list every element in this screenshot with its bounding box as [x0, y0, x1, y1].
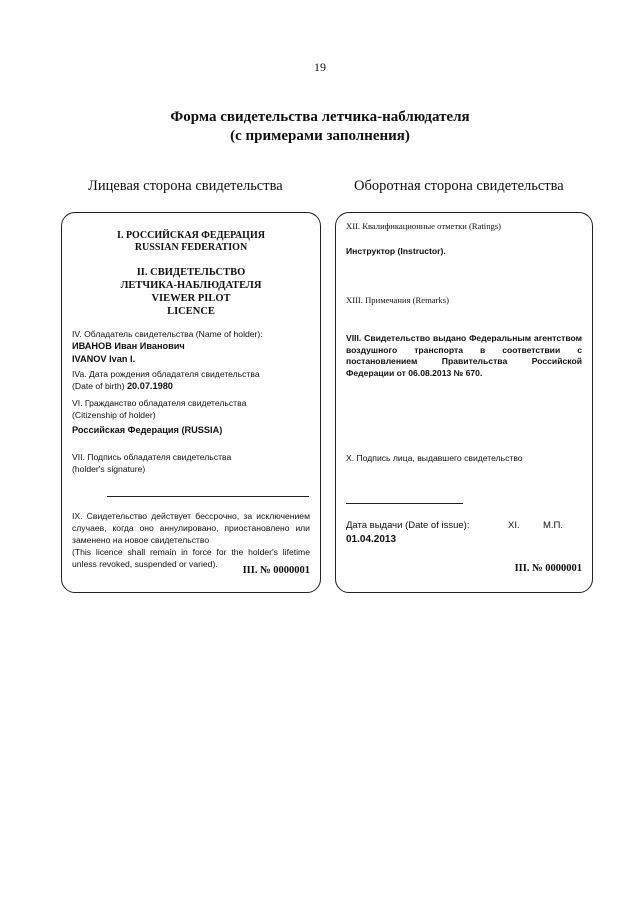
birth-label: IVa. Дата рождения обладателя свидетельства [72, 369, 260, 379]
back-side-label: Оборотная сторона свидетельства [354, 178, 564, 194]
birth-block [72, 368, 312, 392]
citizenship-value: Российская Федерация (RUSSIA) [72, 425, 223, 435]
citizenship-block [72, 397, 312, 437]
licence-back-card [335, 212, 593, 593]
page-number: 19 [314, 60, 326, 74]
birth-value: 20.07.1980 [126, 381, 173, 391]
citizenship-label: VI. Гражданство обладателя свидетельства [72, 398, 247, 408]
ratings-label: XII. Квалификационные отметки (Ratings) [346, 221, 501, 231]
issuer-signature-line [346, 503, 463, 504]
issued-text: VIII. Свидетельство выдано Федеральным агентством воздушного транспорта в соответствии с постановлением Правительства Российской Федерации от 06.08.2013 № 670. [346, 333, 582, 378]
holder-signature-label: VII. Подпись обладателя свидетельства [72, 452, 232, 462]
seal-label: М.П. [543, 520, 564, 531]
issuer-signature-label: X. Подпись лица, выдавшего свидетельство [346, 453, 523, 463]
holder-name-ru: ИВАНОВ Иван Иванович [72, 341, 185, 351]
holder-signature-block [72, 451, 312, 475]
holder-label: IV. Обладатель свидетельства (Name of holder): [72, 329, 263, 339]
remarks-label: XIII. Примечания (Remarks) [346, 295, 449, 305]
holder-signature-line [107, 496, 309, 497]
section-i [62, 230, 320, 254]
holder-signature-label-en: (holder's signature) [72, 464, 146, 474]
section-ii-line-1: II. СВИДЕТЕЛЬСТВО [136, 267, 246, 278]
section-i-ru: I. РОССИЙСКАЯ ФЕДЕРАЦИЯ [117, 230, 265, 241]
validity-block [72, 510, 310, 570]
back-licence-number: III. № 0000001 [514, 563, 582, 574]
section-ii-line-4: LICENCE [167, 306, 215, 317]
birth-label-en: (Date of birth) [72, 381, 125, 391]
front-licence-number: III. № 0000001 [242, 565, 310, 576]
title-line-1: Форма свидетельства летчика-наблюдателя [170, 109, 470, 125]
front-side-label: Лицевая сторона свидетельства [88, 178, 283, 194]
holder-block [72, 328, 312, 366]
section-ii-line-3: VIEWER PILOT [151, 293, 231, 304]
holder-name-en: IVANOV Ivan I. [72, 354, 136, 364]
validity-text-en: (This licence shall remain in force for the holder's lifetime unless revoked, suspended or varied). [72, 547, 310, 569]
licence-front-card [61, 212, 321, 593]
validity-text-ru: IX. Свидетельство действует бессрочно, за исключением случаев, когда оно аннулировано, приостановлено или заменено на новое свидетельство [72, 511, 310, 545]
page-title [0, 108, 640, 146]
title-line-2: (с примерами заполнения) [230, 128, 410, 144]
section-ii-line-2: ЛЕТЧИКА-НАБЛЮДАТЕЛЯ [120, 280, 262, 291]
ratings-value: Инструктор (Instructor). [346, 246, 446, 256]
section-ii [62, 266, 320, 318]
citizenship-label-en: (Citizenship of holder) [72, 410, 156, 420]
seal-ref: XI. [508, 520, 520, 531]
issue-date-value: 01.04.2013 [346, 534, 397, 545]
section-i-en: RUSSIAN FEDERATION [134, 242, 248, 253]
issue-date-label: Дата выдачи (Date of issue): [346, 520, 470, 531]
